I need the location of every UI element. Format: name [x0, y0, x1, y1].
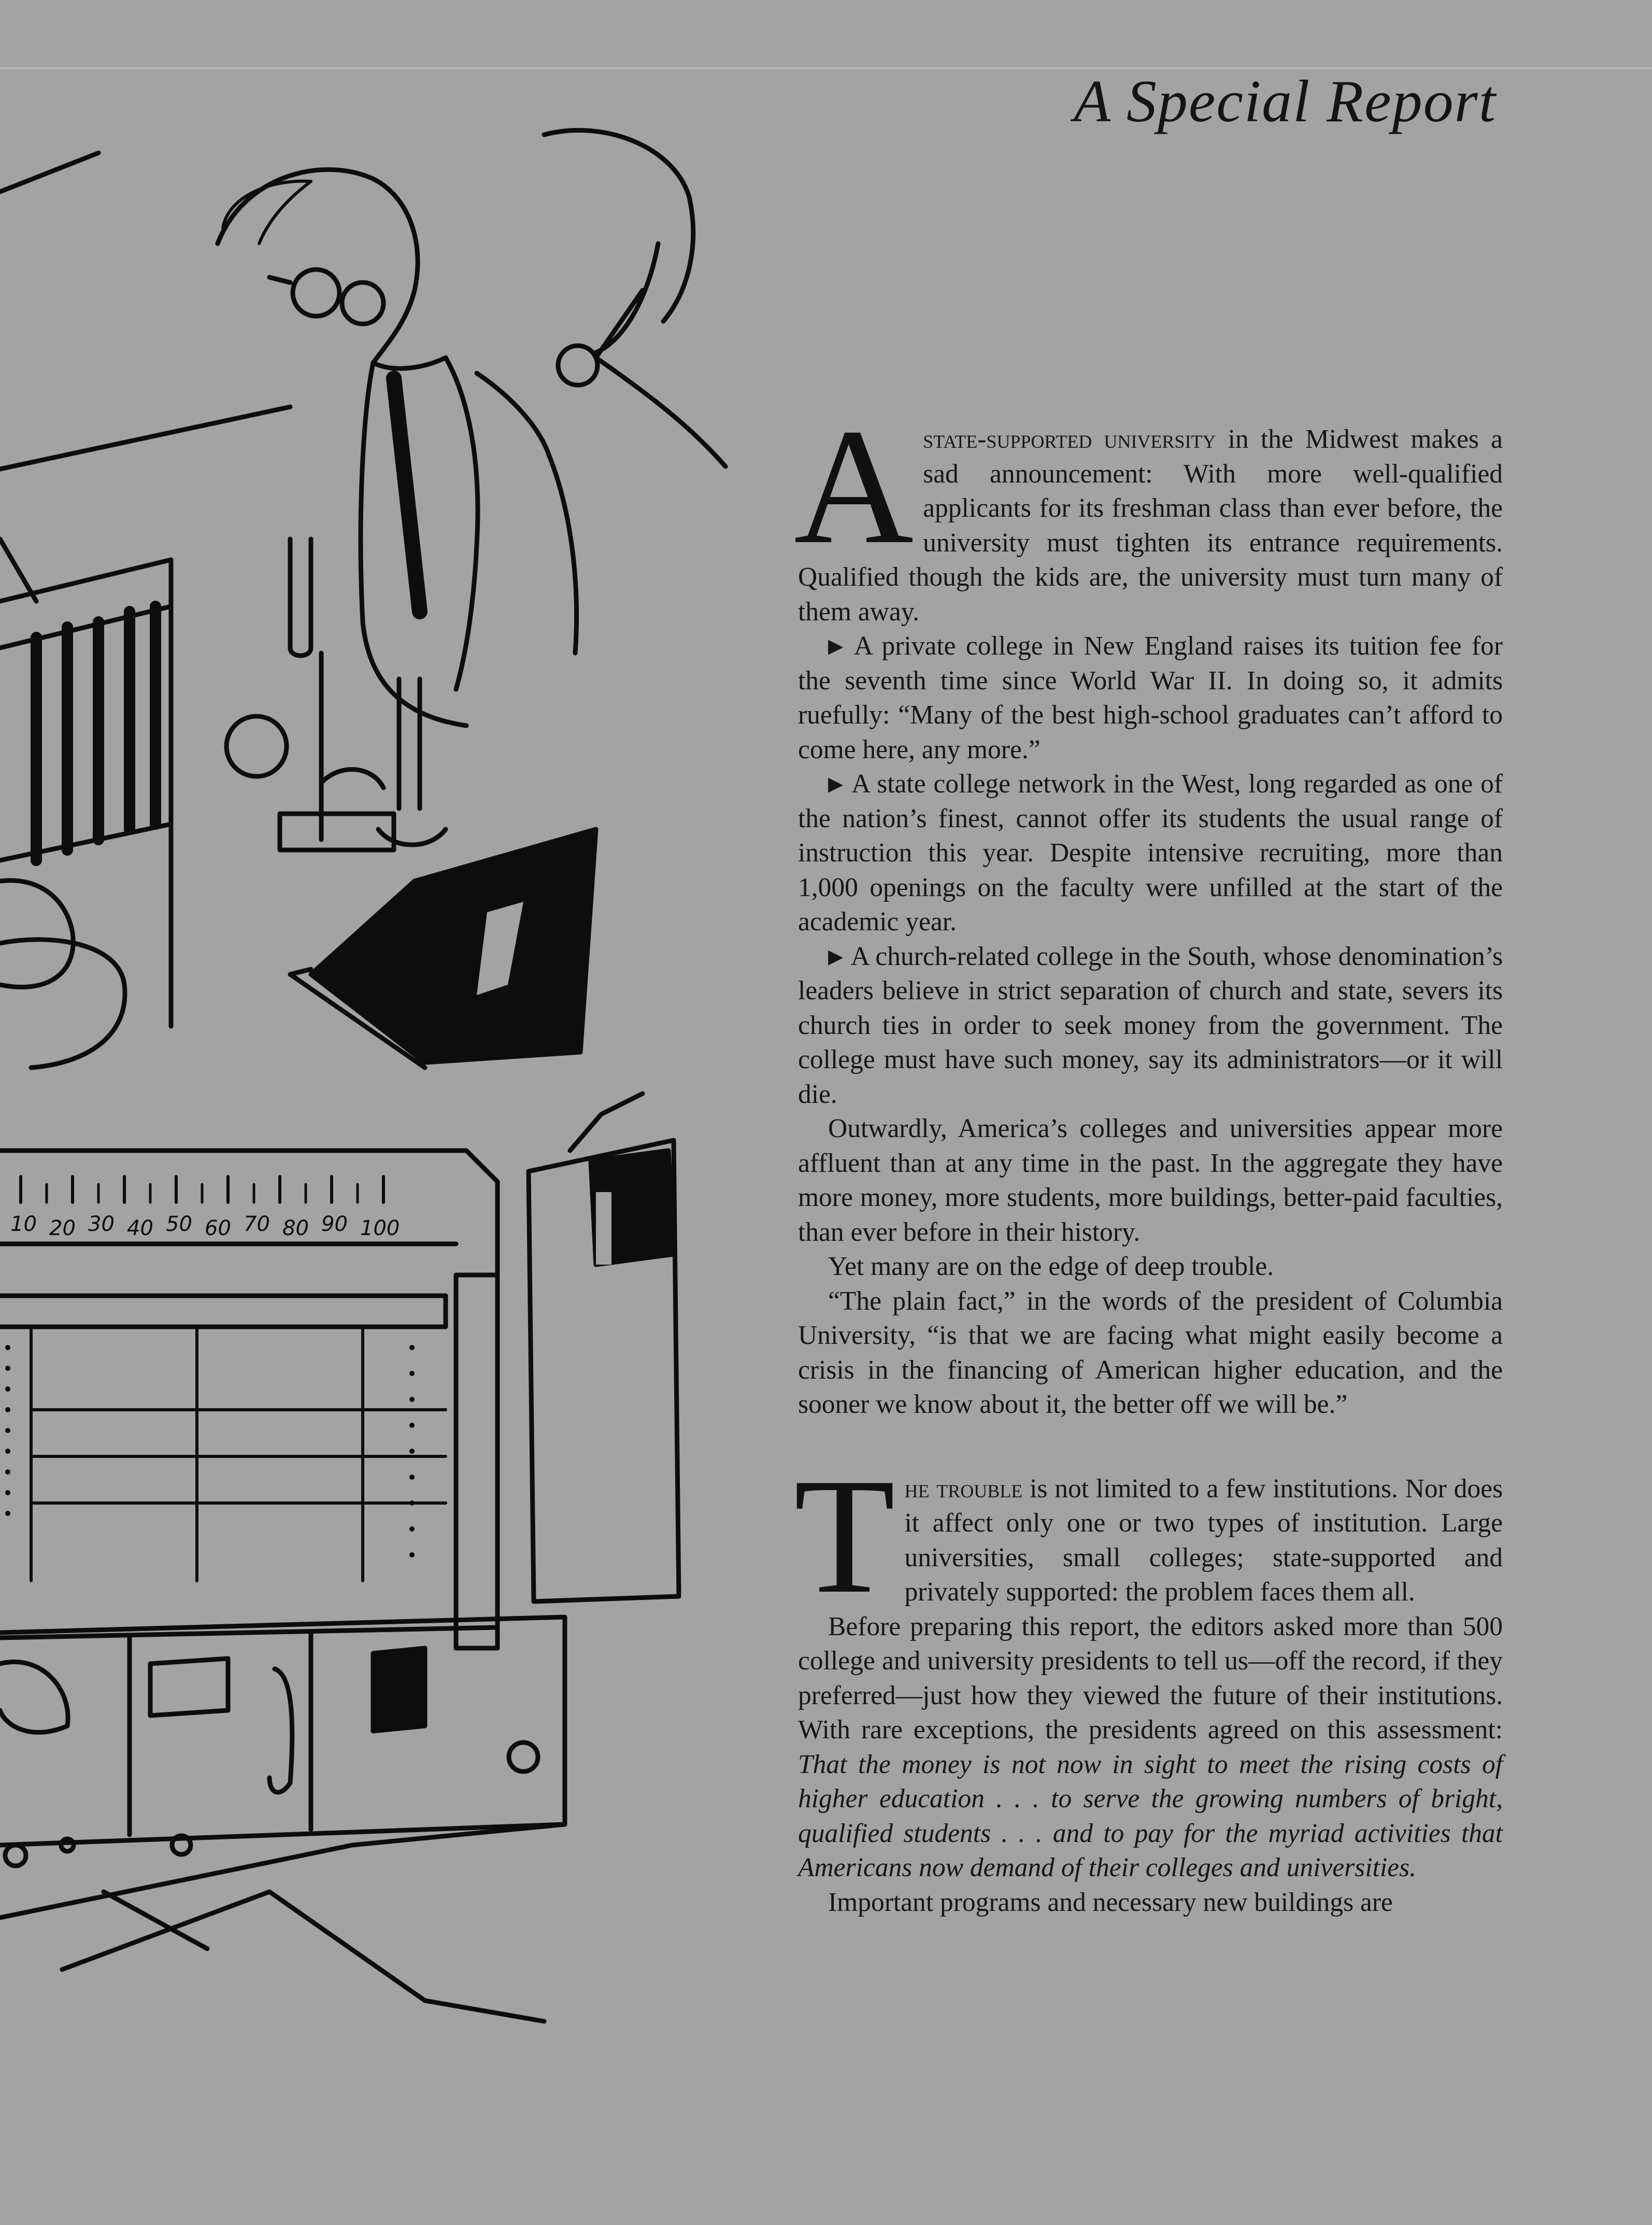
triangle-bullet-icon: ▶ [828, 945, 844, 968]
drop-cap-a: A [794, 395, 914, 578]
article-body [794, 395, 1503, 1920]
survey-text: Before preparing this report, the editors asked more than 500 college and university presidents to tell us—off the record, if they preferred—just how they viewed the future of their institutions. With rare exceptions, the presidents agreed on this assessment: [798, 1611, 1503, 1745]
drop-cap-t: T [794, 1444, 895, 1628]
ruler-tick-label: 50 [166, 1212, 192, 1236]
bullet-paragraph [798, 629, 1503, 767]
bullet-text: A private college in New England raises its tuition fee for the seventh time since World War II. In doing so, it admits ruefully: “Many of the best high-school graduates can’t afford to come here, any more.” [798, 631, 1503, 764]
ruler-tick-label: 80 [282, 1216, 309, 1240]
section-gap [798, 1422, 1503, 1472]
triangle-bullet-icon: ▶ [828, 635, 847, 657]
bullet-text: A church-related college in the South, whose denomination’s leaders believe in strict separation of church and state, severs its church ties in order to seek money from the government. The college must have such money, say its administrators—or it will die. [798, 941, 1503, 1109]
section-lead-paragraph [794, 1444, 1503, 1628]
lead-paragraph [794, 395, 1503, 629]
survey-paragraph [798, 1610, 1503, 1886]
ruler-tick-label: 40 [127, 1216, 153, 1240]
section-smallcaps: he trouble [904, 1473, 1023, 1504]
ruler-tick-label: 10 [10, 1212, 37, 1236]
ruler-tick-label: 30 [88, 1212, 115, 1236]
ruler-tick-label: 100 [360, 1216, 400, 1240]
ruler-tick-labels [10, 1212, 400, 1240]
ruler-tick-label: 20 [49, 1216, 76, 1240]
body-paragraph: Outwardly, America’s colleges and universities appear more affluent than at any time in the past. In the aggregate they have more money, more students, more buildings, better-paid faculties, than ever before in their history. [798, 1114, 1503, 1247]
bullet-text: A state college network in the West, long regarded as one of the nation’s finest, cannot offer its students the usual range of instruction this year. Despite intensive recruiting, more than 1,000 openings on the faculty were unfilled at the start of the academic year. [798, 769, 1503, 937]
triangle-bullet-icon: ▶ [828, 773, 845, 795]
report-title: A Special Report [1074, 68, 1497, 135]
body-paragraph: “The plain fact,” in the words of the president of Columbia University, “is that we are facing what might easily become a crisis in the financing of American higher education, and the sooner we know about it, the better off we will be.” [798, 1286, 1503, 1419]
ruler-tick-label: 70 [244, 1212, 270, 1236]
section-lead-text: is not limited to a few institutions. Nor does it affect only one or two types of institution. Large universities, small colleges; state-supported and privately supported: the problem faces them all. [904, 1473, 1503, 1607]
survey-italic-text: That the money is not now in sight to meet the rising costs of higher education . . . to serve the growing numbers of bright, qualified students . . . and to pay for the myriad activities that Americans now demand of their colleges and universities. [798, 1749, 1503, 1882]
lead-smallcaps: state-supported university [923, 424, 1216, 454]
ruler-tick-label: 60 [205, 1216, 231, 1240]
bullet-paragraph [798, 767, 1503, 940]
closing-fragment: Important programs and necessary new buildings are [828, 1887, 1393, 1917]
ruler-tick-label: 90 [321, 1212, 348, 1236]
bullet-paragraph [798, 940, 1503, 1112]
laboratory-illustration [0, 0, 808, 2225]
lead-text: in the Midwest makes a sad announcement: With more well-qualified applicants for its freshman class than ever before, the university must tighten its entrance requirements. Qualified though the kids are, the university must turn many of them away. [798, 424, 1503, 627]
body-paragraph: Yet many are on the edge of deep trouble. [828, 1252, 1274, 1281]
